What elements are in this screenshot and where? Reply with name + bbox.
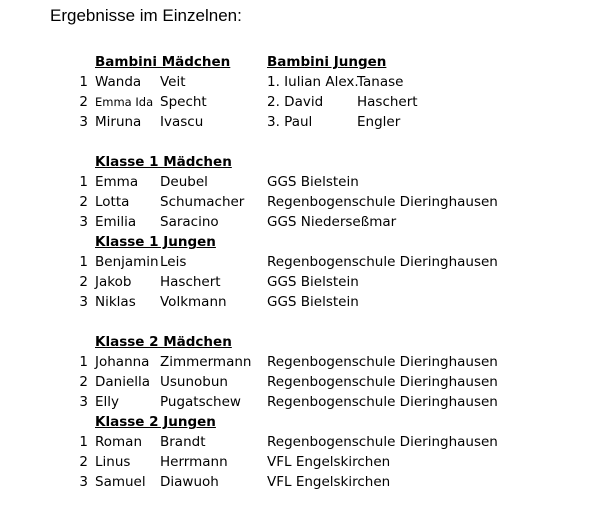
result-row [0,192,593,212]
bambini-boys-heading: Bambini Jungen [267,54,387,70]
last-name: Deubel [160,174,208,190]
result-row [0,472,593,492]
school-name: GGS Bielstein [267,274,359,290]
result-row [0,392,593,412]
last-name: Diawuoh [160,474,219,490]
place-number: 3 [79,474,88,490]
first-name: Linus [95,454,131,470]
school-name: GGS Bielstein [267,174,359,190]
school-name: Regenbogenschule Dieringhausen [267,434,498,450]
school-name: Regenbogenschule Dieringhausen [267,354,498,370]
place-number: 2 [79,274,88,290]
last-name: Usunobun [160,374,228,390]
last-name: Schumacher [160,194,245,210]
place-number: 1 [79,254,88,270]
girl-last-name: Ivascu [160,114,204,130]
school-name: Regenbogenschule Dieringhausen [267,374,498,390]
page-title: Ergebnisse im Einzelnen: [50,6,242,25]
place-number: 1 [79,74,88,90]
place-number: 1 [79,354,88,370]
girl-last-name: Veit [160,74,186,90]
first-name: Lotta [95,194,130,210]
place-number: 2 [79,94,88,110]
boy-first-name: 3. Paul [267,114,313,130]
group-heading: Klasse 2 Jungen [95,414,216,430]
group-heading-row [0,152,593,172]
result-row [0,432,593,452]
first-name: Emilia [95,214,137,230]
bambini-row [0,92,593,112]
place-number: 2 [79,454,88,470]
first-name: Jakob [95,274,132,290]
place-number: 2 [79,374,88,390]
first-name: Benjamin [95,254,159,270]
spacer [0,312,593,332]
last-name: Zimmermann [160,354,252,370]
place-number: 3 [79,214,88,230]
girl-last-name: Specht [160,94,207,110]
spacer [0,132,593,152]
bambini-row [0,72,593,92]
first-name: Roman [95,434,143,450]
bambini-girls-heading: Bambini Mädchen [95,54,231,70]
first-name: Samuel [95,474,146,490]
boy-last-name: Haschert [357,94,418,110]
last-name: Haschert [160,274,221,290]
bambini-row [0,112,593,132]
place-number: 2 [79,194,88,210]
school-name: GGS Bielstein [267,294,359,310]
result-row [0,172,593,192]
first-name: Elly [95,394,120,410]
last-name: Herrmann [160,454,228,470]
school-name: VFL Engelskirchen [267,454,391,470]
last-name: Volkmann [160,294,227,310]
boy-last-name: Engler [357,114,401,130]
school-name: Regenbogenschule Dieringhausen [267,254,498,270]
girl-first-name: Miruna [95,114,142,130]
result-row [0,212,593,232]
place-number: 1 [79,174,88,190]
result-row [0,272,593,292]
result-row [0,252,593,272]
result-row [0,452,593,472]
school-name: GGS Niederseßmar [267,214,397,230]
group-heading: Klasse 2 Mädchen [95,334,232,350]
place-number: 3 [79,394,88,410]
boy-last-name: Tanase [357,74,404,90]
last-name: Leis [160,254,187,270]
girl-first-name: Wanda [95,74,142,90]
bambini-heading-row [0,52,593,72]
group-heading-row [0,232,593,252]
boy-first-name: 2. David [267,94,324,110]
place-number: 3 [79,114,88,130]
result-row [0,352,593,372]
group-heading: Klasse 1 Mädchen [95,154,232,170]
last-name: Brandt [160,434,206,450]
boy-first-name: 1. Iulian Alex. [267,74,359,90]
first-name: Emma [95,174,139,190]
school-name: Regenbogenschule Dieringhausen [267,394,498,410]
last-name: Pugatschew [160,394,241,410]
place-number: 3 [79,294,88,310]
first-name: Johanna [95,354,150,370]
group-heading-row [0,412,593,432]
group-heading: Klasse 1 Jungen [95,234,216,250]
first-name: Daniella [95,374,151,390]
girl-first-name: Emma Ida [95,95,154,109]
first-name: Niklas [95,294,136,310]
results-document [0,52,593,492]
group-heading-row [0,332,593,352]
last-name: Saracino [160,214,219,230]
result-row [0,372,593,392]
school-name: VFL Engelskirchen [267,474,391,490]
school-name: Regenbogenschule Dieringhausen [267,194,498,210]
place-number: 1 [79,434,88,450]
result-row [0,292,593,312]
